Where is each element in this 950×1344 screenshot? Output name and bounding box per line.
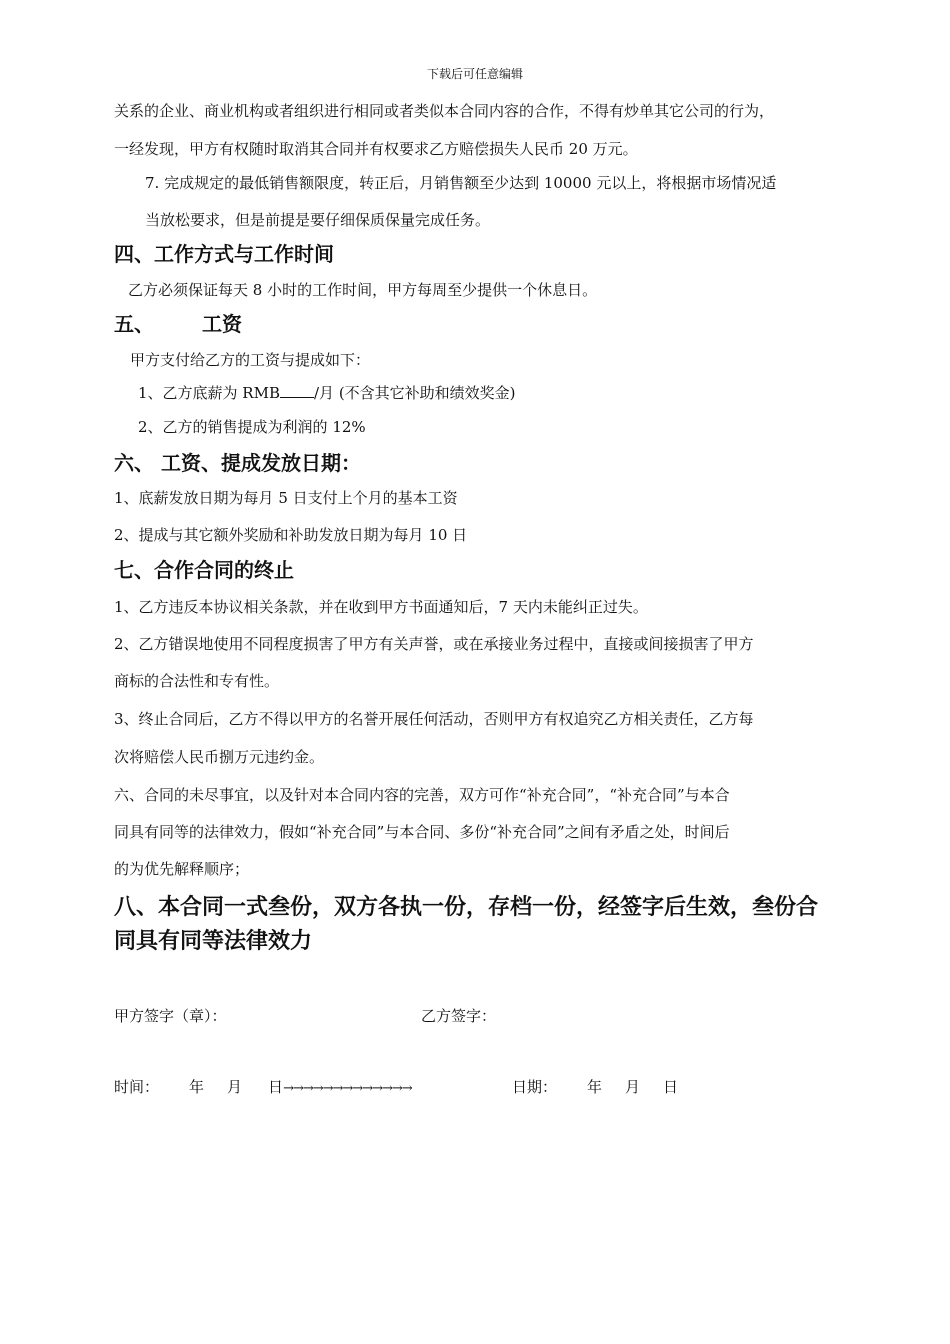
intro-line-2: 一经发现，甲方有权随时取消其合同并有权要求乙方赔偿损失人民币 20 万元。 xyxy=(114,140,638,158)
section7-heading: 七、合作合同的终止 xyxy=(114,558,294,582)
item7-line-1: 7. 完成规定的最低销售额限度，转正后，月销售额至少达到 10000 元以上，将根据市场情况适 xyxy=(145,174,777,192)
section7-extra-line2: 同具有同等的法律效力，假如“补充合同”与本合同、多份“补充合同”之间有矛盾之处，时间后 xyxy=(114,823,730,841)
section5-heading xyxy=(114,311,242,337)
section7-item3-line2: 次将赔偿人民币捌万元违约金。 xyxy=(114,748,325,766)
section5-heading-num: 五、 xyxy=(114,312,154,336)
section8-heading-line2: 同具有同等法律效力 xyxy=(114,929,313,954)
section7-extra-line1: 六、合同的未尽事宜，以及针对本合同内容的完善，双方可作“补充合同”，“补充合同”与本合 xyxy=(114,786,730,804)
section7-item2-line1: 2、乙方错误地使用不同程度损害了甲方有关声誉，或在承接业务过程中，直接或间接损害了甲方 xyxy=(114,635,754,653)
section7-item2-line2: 商标的合法性和专有性。 xyxy=(114,672,280,690)
party-b-signature-label: 乙方签字： xyxy=(421,1007,497,1025)
time-month: 月 xyxy=(227,1078,243,1096)
section6-item1: 1、底薪发放日期为每月 5 日支付上个月的基本工资 xyxy=(114,489,458,507)
tab-arrows: →→→→→→→→→→→→→ xyxy=(283,1081,412,1096)
section4-heading: 四、工作方式与工作时间 xyxy=(114,242,334,266)
section6-item2: 2、提成与其它额外奖励和补助发放日期为每月 10 日 xyxy=(114,526,468,544)
time-day: 日 xyxy=(268,1078,284,1096)
section6-heading: 六、 工资、提成发放日期： xyxy=(114,451,361,475)
section4-text: 乙方必须保证每天 8 小时的工作时间，甲方每周至少提供一个休息日。 xyxy=(128,281,598,299)
date-label: 日期： xyxy=(512,1078,558,1096)
date-day: 日 xyxy=(663,1078,679,1096)
date-month: 月 xyxy=(625,1078,641,1096)
date-year: 年 xyxy=(587,1078,603,1096)
section5-item1 xyxy=(138,382,850,404)
page-header: 下载后可任意编辑 xyxy=(426,67,523,81)
time-label: 时间： xyxy=(114,1078,160,1096)
salary-blank xyxy=(280,383,314,398)
section5-item1-suffix: /月 (不含其它补助和绩效奖金) xyxy=(314,384,516,402)
section5-heading-title: 工资 xyxy=(202,312,242,336)
section5-item1-prefix: 1、乙方底薪为 RMB xyxy=(138,384,280,402)
section7-item3-line1: 3、终止合同后，乙方不得以甲方的名誉开展任何活动，否则甲方有权追究乙方相关责任，乙方每 xyxy=(114,710,754,728)
section5-intro: 甲方支付给乙方的工资与提成如下： xyxy=(130,351,371,369)
intro-line-1: 关系的企业、商业机构或者组织进行相同或者类似本合同内容的合作，不得有炒单其它公司的行为， xyxy=(114,102,775,120)
date-row xyxy=(512,1076,850,1098)
section8-heading-line1: 八、本合同一式叁份，双方各执一份，存档一份，经签字后生效，叁份合 xyxy=(114,895,819,920)
time-year: 年 xyxy=(189,1078,205,1096)
section7-extra-line3: 的为优先解释顺序； xyxy=(114,860,250,878)
party-a-signature-label: 甲方签字（章）： xyxy=(114,1007,227,1025)
item7-line-2: 当放松要求，但是前提是要仔细保质保量完成任务。 xyxy=(145,211,491,229)
section7-item1: 1、乙方违反本协议相关条款，并在收到甲方书面通知后，7 天内未能纠正过失。 xyxy=(114,598,648,616)
section5-item2: 2、乙方的销售提成为利润的 12% xyxy=(138,418,366,436)
